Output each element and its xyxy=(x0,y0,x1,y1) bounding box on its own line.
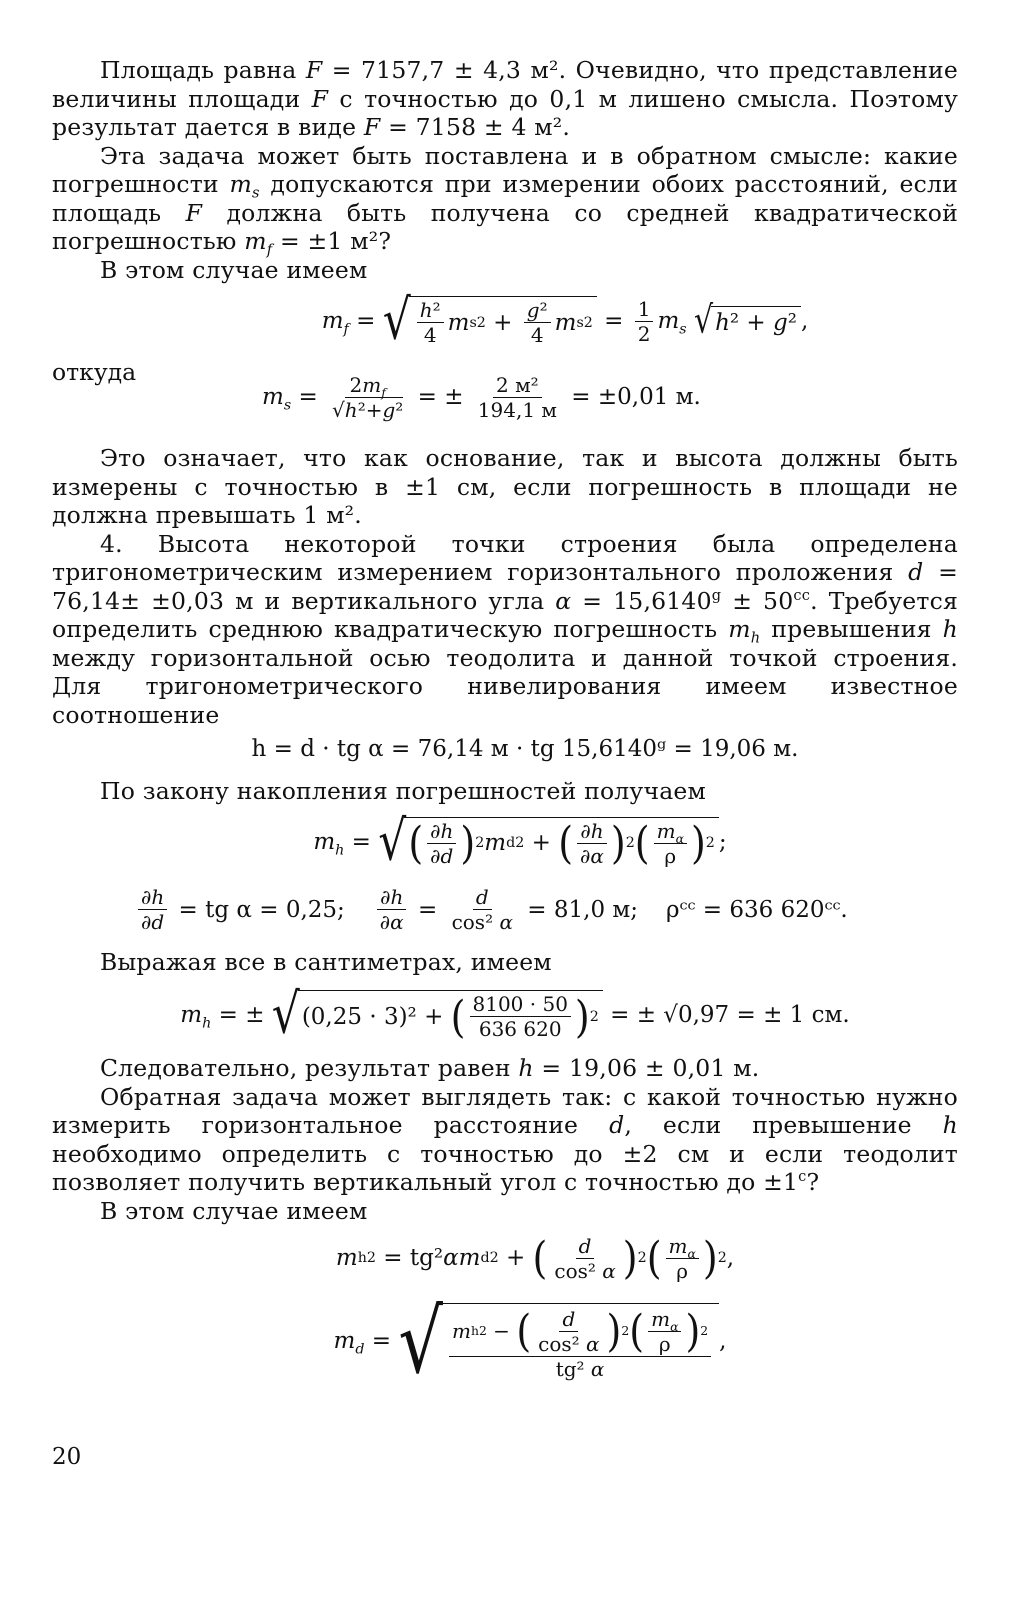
paragraph-in-this-case-2: В этом случае имеем xyxy=(100,1196,368,1225)
paragraph-meaning: Это означает, что как основание, так и высота должны быть измерены с точностью в ±1 см, если погрешность в площади не должна превышать 1 м². xyxy=(52,444,958,529)
formula-ms: откуда $m_s$ = $\frac{2m_f}{\text{√h²+g²}}$ = ± $\frac{\text{2 м²}}{194,1 м}$ = ±0,01 м. xyxy=(52,358,701,422)
partial-alpha-value: = 81,0 м; xyxy=(527,896,639,923)
formula-mh-general: $m_h$ = √ ( $\frac{\partial h}{\partial d}$ ) 2 m d 2 + ( $\frac{\partial h}{\partial\alpha}$ ) 2 ( $\frac{m_\alpha}{\rho}$ ) 2 ; xyxy=(313,809,727,873)
paragraph-inverse-problem: Эта задача может быть поставлена и в обратном смысле: какие погрешности $m_s$ допускаются при измерении обоих расстояний, если площадь F должна быть получена со средней квадратической погрешностью $m_f = \pm 1$ м²? xyxy=(52,141,958,259)
paragraph-problem-4: 4. Высота некоторой точки строения была определена тригонометрическим измерением горизонтального проложения d = 76,14± ±0,03 м и вертикального угла $\alpha = 15,6140^g \pm 50^{cc}$. Требуется определить среднюю квадратическую погрешность $m_h$ превышения h между горизонтальной осью теодолита и данной точкой строения. Для тригонометрического нивелирования имеем известное соотношение xyxy=(52,529,959,729)
formula-mh-squared: m h 2 = tg² α m d 2 + ( $\frac{d}{\text{cos² α}}$ ) 2 ( $\frac{m_\alpha}{\rho}$ ) 2 , xyxy=(335,1232,735,1284)
formula-mf: $m_f$ = √ $\frac{\text{h²}}{4}$ m s 2 + $\frac{\text{g²}}{4}$ m s 2 = $\frac{1}{2}$ $m_s$ √ h ² + g ² , xyxy=(321,288,809,353)
paragraph-area-result: Площадь равна F = 7157,7 ± 4,3 м². Очевидно, что представление величины площади F с точностью до 0,1 м лишено смысла. Поэтому результат дается в виде F = 7158 ± 4 м². xyxy=(52,56,958,141)
formula-md: $m_d$ = √ m h 2 − ( $\frac{d}{\text{cos² α}}$ ) 2 ( $\frac{m_\alpha}{\rho}$ ) 2 tg² α , xyxy=(333,1289,727,1393)
ms-numerator: 2 м² xyxy=(493,374,542,398)
word-otkuda: откуда xyxy=(52,358,137,386)
paragraph-in-this-case: В этом случае имеем xyxy=(100,255,368,284)
paragraph-inverse-task: Обратная задача может выглядеть так: с какой точностью нужно измерить горизонтальное расстояние d, если превышение h необходимо определить с точностью до ±2 см и если теодолит позволяет получить вертикальный угол с точностью до $\pm 1^c$? xyxy=(52,1082,958,1196)
ms-result: = ±0,01 м. xyxy=(571,384,701,410)
rho-value: ρᶜᶜ = 636 620ᶜᶜ. xyxy=(666,896,848,923)
formula-mh-numeric: $m_h$ = ± √ (0,25 · 3)² + ( $\frac{8100 \cdot 50}{636 620}$ ) 2 = ± √0,97 = ± 1 см. xyxy=(180,982,850,1047)
paragraph-in-centimeters: Выражая все в сантиметрах, имеем xyxy=(100,947,552,976)
mh-result: = ± √0,97 = ± 1 см. xyxy=(610,1002,850,1028)
ms-denominator: 194,1 м xyxy=(477,397,557,422)
mh-fraction-num: 8100 · 50 xyxy=(470,993,571,1017)
page-number: 20 xyxy=(52,1444,82,1470)
formula-h xyxy=(92,729,958,769)
partial-d-value: = tg α = 0,25; xyxy=(178,896,345,923)
paragraph-accumulation-law: По закону накопления погрешностей получаем xyxy=(100,777,706,805)
paragraph-result: Следовательно, результат равен h = 19,06 ± 0,01 м. xyxy=(100,1054,760,1082)
mh-fraction-den: 636 620 xyxy=(478,1017,562,1041)
formula-partials: $\frac{\partial h}{\partial d}$ = tg α = 0,25; $\frac{\partial h}{\partial\alpha}$ = $\frac{d}{\text{cos² α}}$ = 81,0 м; ρᶜᶜ = 636 620ᶜᶜ. xyxy=(52,878,958,942)
h-relation: h = d · tg α = 76,14 м · tg 15,6140ᵍ = 19,06 м. xyxy=(251,736,799,762)
